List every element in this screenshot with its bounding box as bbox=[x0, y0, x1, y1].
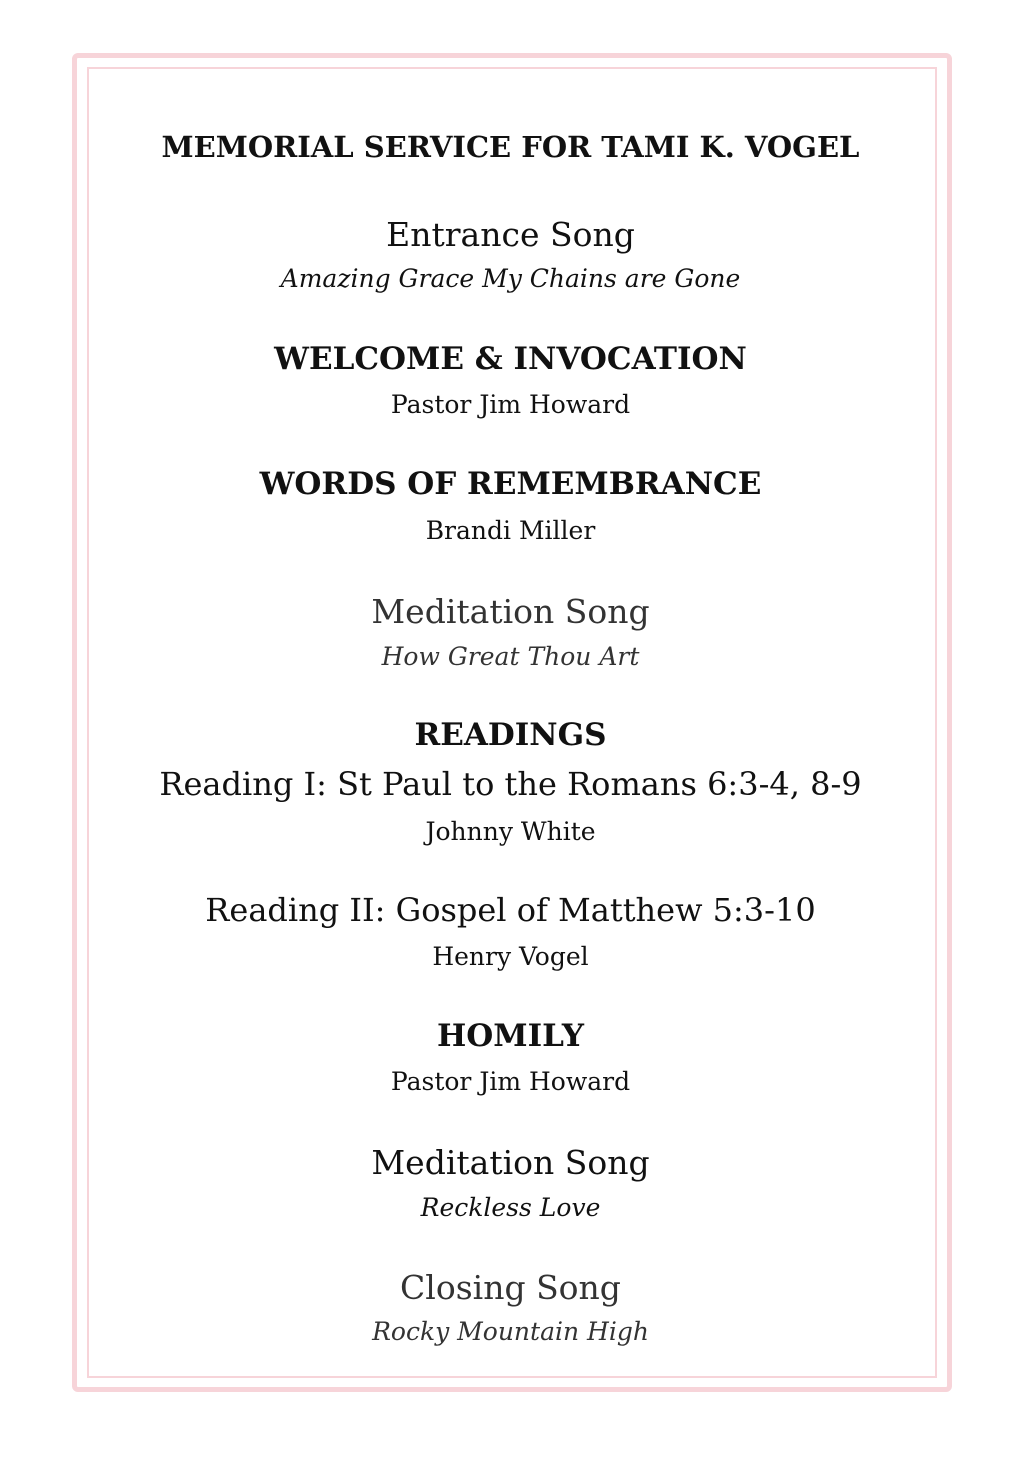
entrance-song-title: Amazing Grace My Chains are Gone bbox=[280, 264, 741, 293]
remembrance-speaker: Brandi Miller bbox=[425, 516, 596, 545]
meditation-song-1-title: How Great Thou Art bbox=[381, 642, 640, 671]
meditation-song-2-title: Reckless Love bbox=[420, 1193, 601, 1222]
welcome-officiant: Pastor Jim Howard bbox=[390, 390, 631, 419]
readings-heading: READINGS bbox=[414, 717, 607, 753]
closing-song-heading: Closing Song bbox=[400, 1268, 621, 1307]
meditation-song-2-heading: Meditation Song bbox=[371, 1143, 650, 1182]
meditation-song-1-heading: Meditation Song bbox=[371, 592, 650, 631]
reading-2-title: Reading II: Gospel of Matthew 5:3-10 bbox=[205, 891, 816, 929]
reading-1-title: Reading I: St Paul to the Romans 6:3-4, 8-9 bbox=[159, 765, 862, 803]
reading-1-reader: Johnny White bbox=[425, 817, 596, 846]
welcome-heading: WELCOME & INVOCATION bbox=[274, 341, 747, 377]
entrance-song-heading: Entrance Song bbox=[386, 215, 635, 254]
remembrance-heading: WORDS OF REMEMBRANCE bbox=[259, 466, 762, 502]
reading-2-reader: Henry Vogel bbox=[432, 942, 589, 971]
homily-speaker: Pastor Jim Howard bbox=[390, 1067, 631, 1096]
program-title: MEMORIAL SERVICE FOR TAMI K. VOGEL bbox=[161, 130, 860, 164]
closing-song-title: Rocky Mountain High bbox=[372, 1317, 649, 1346]
homily-heading: HOMILY bbox=[436, 1018, 585, 1054]
